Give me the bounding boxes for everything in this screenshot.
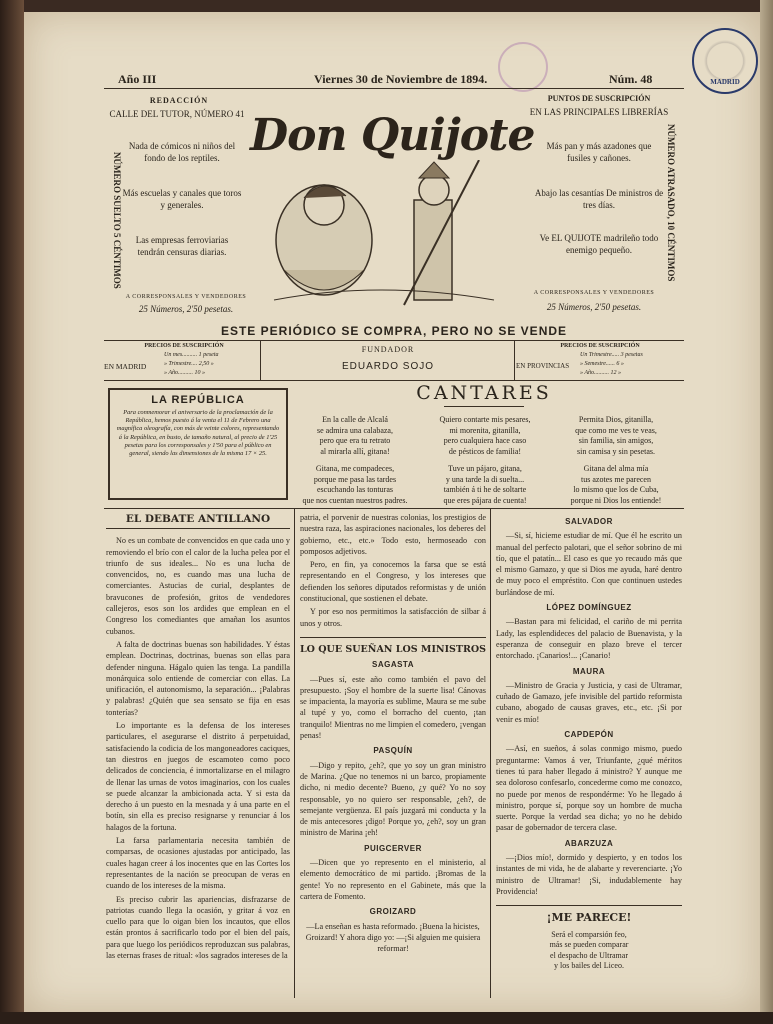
suenan-title: LO QUE SUEÑAN LOS MINISTROS <box>300 637 486 655</box>
madrid-row-2: » Trimestre.... 2,50 » <box>164 361 214 367</box>
debate-title: EL DEBATE ANTILLANO <box>106 514 290 529</box>
book-spine <box>0 0 24 1024</box>
verse-line: escuchando las tonturas <box>317 485 393 494</box>
page-edge <box>760 0 773 1024</box>
newspaper-page <box>24 12 760 1012</box>
minister-name: PASQUÍN <box>373 746 413 756</box>
left-price-vertical: NÚMERO SUELTO 5 CÉNTIMOS <box>112 152 122 289</box>
verse-line: Será el comparsión feo, <box>551 929 627 939</box>
madrid-label: PRECIOS DE SUSCRIPCIÓN <box>144 343 224 349</box>
verse-line: se admira una calabaza, <box>317 425 393 435</box>
ink-stamp-icon <box>498 42 548 92</box>
verse-line: el despacho de Ultramar <box>550 950 628 960</box>
madrid-row-3: » Año.......... 10 » <box>164 370 206 376</box>
verse-line: más se pueden comparar <box>549 940 629 949</box>
puntos-label: PUNTOS DE SUSCRIPCIÓN <box>547 94 651 103</box>
verse-line: sin familia, sin amigos, <box>578 436 654 445</box>
top-rule <box>104 88 684 89</box>
verse-line: que eres pájara de cuenta! <box>443 495 527 505</box>
republica-text: Para conmemorar el aniversario de la proclamación de la República, hemos puesto á la venta el 11 de Febrero una magnífica oleografía, con más de veinte colores, representando á la República, en busto, de tamaño natural, al precio de 1'25 pesetas para los corresponsales y 1'50 para el público en general, siendo las dimensiones de la misma 17 × 25. <box>116 409 280 458</box>
verse-line: Permita Dios, gitanilla, <box>578 415 654 424</box>
madrid-row-1: Un mes.......... 1 peseta <box>164 352 219 358</box>
minister-dream: —Si, sí, hicieme estudiar de mí. Que él he escrito un manual del perfecto palotari, que el señor sobrino de mi tío, que el patatín... El caso es que yo recaudo más que el mismo Gamazo, y que si Dios me ayuda, haré dentro de muy poco el empréstito. Con que continuen ustedes burlándose de mí. <box>496 531 682 597</box>
corr-left-price: 25 Números, 2'50 pesetas. <box>138 304 234 314</box>
republica-box <box>108 388 288 500</box>
cantares-title: CANTARES <box>416 382 552 404</box>
madrid-place: EN MADRID <box>104 362 147 371</box>
verse-line: Quiero contarte mis pesares, <box>439 415 531 424</box>
minister-name: SALVADOR <box>565 517 613 526</box>
redaccion-address: CALLE DEL TUTOR, NÚMERO 41 <box>109 109 245 119</box>
corr-right-label: A CORRESPONSALES Y VENDEDORES <box>533 290 655 296</box>
minister-name: CAPDEPÓN <box>564 730 614 740</box>
cantares-stanza-1 <box>294 415 416 457</box>
verse-line: Tuve un pájaro, gitana, <box>448 464 522 473</box>
prov-place: EN PROVINCIAS <box>516 362 570 370</box>
cantares-ornament-rule <box>444 406 524 407</box>
column-rule-1 <box>294 508 295 998</box>
minister-dream: —Pues sí, este año como también el pavo del presupuesto. ¡Soy el hombre de la suerte lisa! Cánovas se impacienta, la mayoría es sublime, Maura se me sube al tupé y yo, como el borracho del cuento, ¡tan tranquilo! Mientras no me limpien el comedero, ¡vengan penas! <box>300 674 486 741</box>
minister-dream: —Dicen que yo represento en el ministerio, al elemento democrático de mi partido. ¡Bromas de la gente! Yo no represento en el Gabinete, más que la cartera de Fomento. <box>300 858 486 901</box>
verse-line: porque ni Dios los entiende! <box>570 495 662 505</box>
verse-line: y los bailes del Liceo. <box>554 961 624 970</box>
verse-line: tus azotes me parecen <box>581 474 651 484</box>
prov-row-3: » Año.......... 12 » <box>580 370 622 376</box>
right-note-2: Abajo las cesantías De ministros de tres días. <box>534 188 664 210</box>
body-top-rule <box>104 508 684 509</box>
verse-line: En la calle de Alcalá <box>322 415 388 424</box>
right-price-vertical: NÚMERO ATRASADO, 10 CÉNTIMOS <box>666 124 676 282</box>
year: Año III <box>118 72 157 86</box>
minister-name: ABARZUZA <box>564 838 614 848</box>
fundador-label: FUNDADOR <box>361 345 415 354</box>
minister-dream: —Así, en sueños, á solas conmigo mismo, puedo preguntarme: Vamos á ver, Triunfante, ¿qué méritos tienes tú para haber llegado á ministro? Y aunque me sea doloroso confesarlo, concederme como me conozco, no puede por menos de respondérme: Yo he llegado á ministro, porque sí, porque soy un hombre de mucha suerte. Porque la verdad sea dicha; yo no he debido pasar de gobernador de tercera clase. <box>496 744 682 833</box>
verse-line: sin camisa y sin pesetas. <box>577 446 655 456</box>
verse-line: lo mismo que los de Cuba, <box>573 485 659 494</box>
column-rule-2 <box>490 508 491 998</box>
issue-number: Núm. 48 <box>609 72 653 86</box>
date: Viernes 30 de Noviembre de 1894. <box>314 72 488 86</box>
cantares-stanza-6 <box>552 464 680 506</box>
verse-line: Gitana, me compadeces, <box>315 464 395 473</box>
verse-line: que como me ves te veas, <box>575 425 657 435</box>
right-column <box>496 512 682 1002</box>
left-note-3: Las empresas ferroviarias tendrán censuras diarias. <box>135 235 229 257</box>
masthead-title: Don Quijote <box>250 110 535 161</box>
parece-title: ¡ME PARECE! <box>496 905 682 923</box>
price-divider-right <box>514 340 515 380</box>
cantares-stanza-5 <box>422 464 548 506</box>
verse-line: mi morenita, gitanilla, <box>449 425 521 435</box>
prov-row-1: Un Trimestre..... 3 pesetas <box>580 352 643 358</box>
bottom-edge <box>0 1012 773 1024</box>
verse-line: porque me pasa las tardes <box>313 474 397 484</box>
verse-line: Gitana del alma mía <box>583 464 649 473</box>
minister-dream: —Ministro de Gracia y Justicia, y casi de Ultramar, cuñado de Gamazo, jefe invisible del partido reformista cubano, abogado de causas graves, etc., etc. ¡Si por venir es mío! <box>496 680 682 724</box>
minister-name: MAURA <box>572 666 606 676</box>
middle-paragraph: Pero, en fin, ya conocemos la farsa que se está representando en el Congreso, y los intereses que defienden los señores diputados reformistas y de unión constitucional, que sostienen el debate. <box>300 560 486 604</box>
parece-verse <box>496 930 682 972</box>
debate-paragraph: Lo importante es la defensa de los intereses particulares, el asegurarse el distrito á perpetuidad, satisfaciendo la codicia de los mangoneadores caciques, tan diestros en juegos de escamoteo como poco delicados de conciencia, é inmortalizarse en el milagro de llenar las urnas de votos imaginarios, con los cuales se puede alcanzar la ambicionada acta. Y si esta da derecho á un puesto en la mesnada y á una parte en el botín, sin ella es preciso resignarse y renunciar á los halagos de la fortuna. <box>106 721 290 832</box>
stamp-text: MADRID <box>710 78 740 86</box>
verse-line: y una tarde la di suelta... <box>445 474 525 484</box>
minister-dream: —¡Dios mío!, dormido y despierto, y en todos los instantes de mi vida, he de alabarte y reverenciarte. ¡Yo ministro de Ultramar! ¡Si, indudablemente hay Providencia! <box>496 853 682 896</box>
debate-paragraph: La farsa parlamentaria necesita también de comparsas, de ocasiones ajustadas por anticipado, las cuales hagan creer á los inocentes que en las Cortes los representantes de la nación se preocupan de veras en cuando de los intereses de la misma. <box>106 836 290 891</box>
price-bottom-rule <box>104 380 684 381</box>
left-note-1: Nada de cómicos ni niños del fondo de los reptiles. <box>128 141 236 163</box>
corr-left-label: A CORRESPONSALES Y VENDEDORES <box>125 294 247 300</box>
cantares-stanza-4 <box>294 464 416 506</box>
prov-label: PRECIOS DE SUSCRIPCIÓN <box>560 343 640 349</box>
verse-line: de pésticos de familia! <box>448 446 522 456</box>
middle-column <box>300 512 486 1002</box>
fundador-name: EDUARDO SOJO <box>341 361 434 372</box>
minister-name: PUIGCERVER <box>364 843 422 853</box>
debate-paragraph: A falta de doctrinas buenas son habilidades. Y éstas emplean. Doctrinas, doctrinas, buenas son ellas para defender ninguna. Hágalo quien las tenga. La pandilla monárquica solo entiende de comerciar con ellas. La unificación, el autonomismo, la separación... ¡Palabras y palabras! ¿Quién que sea sensato se fija en esas tonterías? <box>106 639 290 717</box>
minister-name: GROIZARD <box>369 907 417 917</box>
debate-column <box>106 512 290 1002</box>
prov-row-2: » Semestre...... 6 » <box>580 361 624 367</box>
republica-title: LA REPÚBLICA <box>151 394 245 406</box>
minister-dream: —Digo y repito, ¿eh?, que yo soy un gran ministro de Marina. ¿Que no tenemos ni un barco, propiamente dicho, ni medio decente? Bueno, ¿y qué? Yo no soy responsable, yo no quiero ser responsable, ¿eh?, de semejante vergüenza. El país juzgará mi conducta y la de mis antecesores ¡digo! Porque yo, ¿eh?, soy un gran ministro de Marina ¡eh! <box>300 760 486 838</box>
cantares-stanza-2 <box>422 415 548 457</box>
middle-paragraph: Y por eso nos permitimos la satisfacción de silbar á unos y otros. <box>300 607 486 628</box>
debate-paragraph: No es un combate de convencidos en que cada uno y removiendo el brío con el calor de la lucha pelea por el triunfo de sus ideales... No es una lucha de convencidos, no, es cuando mas una lucha de comerciantes. Astucias de curial, desplantes de bravucones de profesión, gritos de vendedores callejeros, esos son los ardides que emplean en el Congreso los comediantes que amañan los asuntos cubanos. <box>106 536 290 636</box>
minister-dream: —Bastan para mi felicidad, el cariño de mi perrita Lady, las esplendideces del palacio de Buenavista, y la esperanza de conseguir en plazo breve el tercer entorchado. ¡Canarios!... ¡Canario! <box>496 617 682 661</box>
puntos-value: EN LAS PRINCIPALES LIBRERÍAS <box>529 107 669 117</box>
verse-line: pero que era tu retrato <box>319 436 391 445</box>
middle-paragraph: patria, el porvenir de nuestras colonias, los prestigios de nuestra raza, las aspiraciones nacionales, los deberes del gobierno, etc., etc.» Todo esto, hermoseado con pomposos adjetivos. <box>300 513 486 556</box>
verse-line: también á ti he de soltarte <box>443 485 527 494</box>
debate-paragraph: Es preciso cubrir las apariencias, disfrazarse de patriotas cuando llega la ocasión, y gritar á voz en cuello para que lo oigan bien los incautos, que ellos están prontos á sacrificarlo todo por el bien del país, para que luego los periódicos reproduzcan sus palabras, las eternas frases de ritual: «los sagrados intereses de la <box>106 894 290 960</box>
slogan: ESTE PERIÓDICO SE COMPRA, PERO NO SE VENDE <box>220 324 568 338</box>
library-stamp-icon <box>692 28 758 94</box>
left-note-2: Más escuelas y canales que toros y generales. <box>122 188 242 210</box>
minister-dream: —La enseñan es hasta reformado. ¡Buena la hicistes, Groizard! Y ahora digo yo: —¡Si alguien me quisiera reformar! <box>305 921 481 954</box>
verse-line: que nos cuentan nuestros padres. <box>302 495 408 505</box>
cantares-stanza-3 <box>552 415 680 457</box>
minister-name: SAGASTA <box>371 660 415 670</box>
redaccion-label: REDACCIÓN <box>149 96 209 105</box>
verse-line: pero cualquiera hace caso <box>443 436 527 445</box>
right-note-3: Ve EL QUIJOTE madrileño todo enemigo pequeño. <box>539 233 659 255</box>
verse-line: al mirarla allí, gitana! <box>320 446 390 456</box>
corr-right-price: 25 Números, 2'50 pesetas. <box>546 302 642 312</box>
minister-name: LÓPEZ DOMÍNGUEZ <box>546 603 632 613</box>
price-divider-left <box>260 340 261 380</box>
right-note-1: Más pan y más azadones que fusiles y cañones. <box>546 141 652 163</box>
price-top-rule <box>104 340 684 341</box>
quijote-sancho-illustration <box>254 160 504 310</box>
